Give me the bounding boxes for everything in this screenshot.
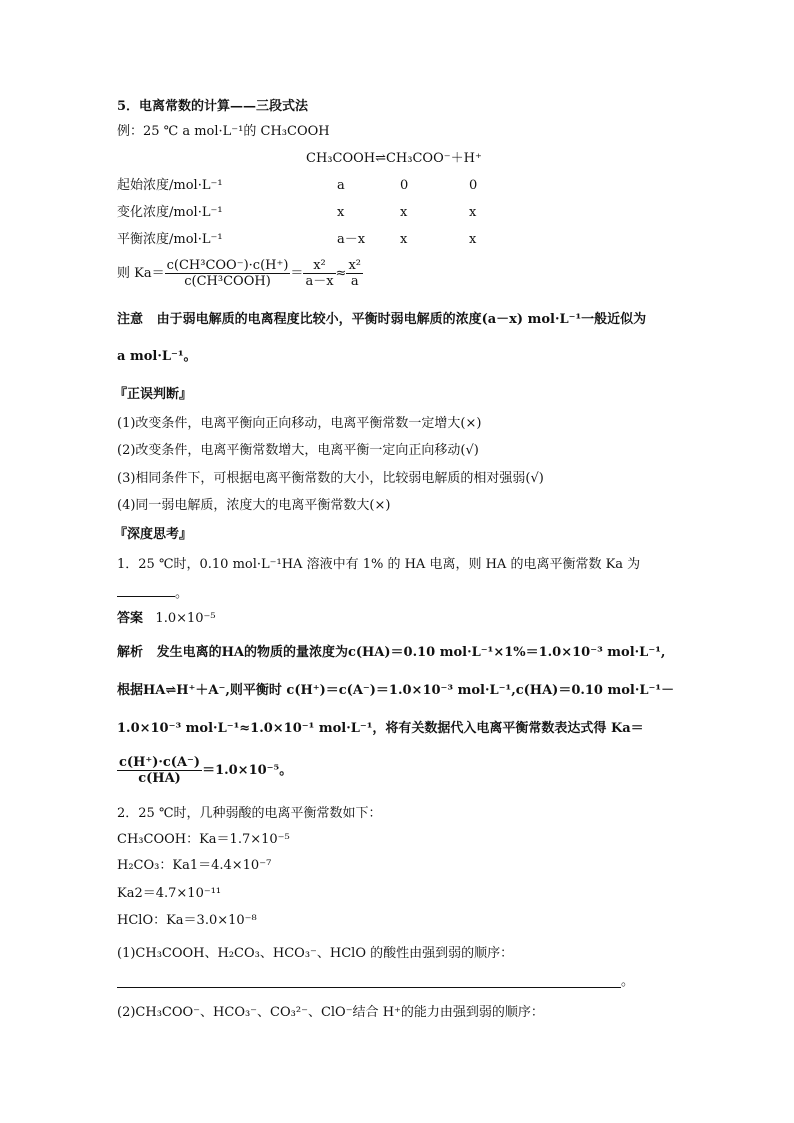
answer-blank <box>117 584 175 597</box>
example-line: 例：25 ℃ a mol·L⁻¹的 CH₃COOH <box>117 124 330 139</box>
numerator: c(CH³COO⁻)·c(H⁺) <box>166 258 289 273</box>
ka-fraction-3 <box>346 258 363 289</box>
analysis-line-4 <box>117 755 292 786</box>
question-1-blank <box>117 584 188 602</box>
ka-prefix: 则 Ka＝ <box>117 266 165 281</box>
cell: x <box>337 205 345 220</box>
row-label: 变化浓度/mol·L⁻¹ <box>117 205 223 220</box>
constant-item: H₂CO₃：Ka1＝4.4×10⁻⁷ <box>117 858 272 873</box>
denominator: a <box>350 274 359 289</box>
cell: a－x <box>337 232 366 247</box>
cell: 0 <box>400 178 409 193</box>
cell: x <box>469 232 477 247</box>
ka-fraction-2 <box>303 258 335 289</box>
note-label: 注意 <box>117 312 144 327</box>
analysis-fraction <box>117 755 202 786</box>
analysis-line-2: 根据HA⇌H⁺＋A⁻,则平衡时 c(H⁺)＝c(A⁻)＝1.0×10⁻³ mol·L⁻¹,c(HA)＝0.10 mol·L⁻¹－ <box>117 683 675 698</box>
denominator: c(CH³COOH) <box>184 274 271 289</box>
note-paragraph <box>117 312 646 328</box>
numerator: c(H⁺)·c(A⁻) <box>119 755 201 770</box>
note-text: 由于弱电解质的电离程度比较小，平衡时弱电解质的浓度(a－x) mol·L⁻¹一般近似为 <box>156 312 647 327</box>
judge-item: (1)改变条件，电离平衡向正向移动，电离平衡常数一定增大(×) <box>117 416 482 431</box>
subquestion-1: (1)CH₃COOH、H₂CO₃、HCO₃⁻、HClO 的酸性由强到弱的顺序： <box>117 946 514 961</box>
analysis-line-1 <box>117 645 665 661</box>
ka-formula <box>117 258 363 289</box>
judge-item: (4)同一弱电解质，浓度大的电离平衡常数大(×) <box>117 498 391 513</box>
period: 。 <box>621 974 635 989</box>
cell: x <box>400 205 408 220</box>
ionization-equation: CH₃COOH⇌CH₃COO⁻＋H⁺ <box>306 151 482 166</box>
equals: ＝ <box>290 266 304 281</box>
cell: x <box>400 232 408 247</box>
cell: a <box>337 178 345 193</box>
analysis-label: 解析 <box>117 645 144 660</box>
answer-line-1 <box>117 987 621 988</box>
analysis-result: ＝1.0×10⁻⁵。 <box>202 763 293 778</box>
analysis-text: 发生电离的HA的物质的量浓度为c(HA)＝0.10 mol·L⁻¹×1%＝1.0×10⁻³ mol·L⁻¹, <box>156 645 666 660</box>
numerator: x² <box>303 258 335 274</box>
row-label: 起始浓度/mol·L⁻¹ <box>117 178 223 193</box>
row-label: 平衡浓度/mol·L⁻¹ <box>117 232 223 247</box>
approx-sign: ≈ <box>335 266 347 281</box>
judge-item: (2)改变条件，电离平衡常数增大，电离平衡一定向正向移动(√) <box>117 443 479 458</box>
denominator: c(HA) <box>138 771 181 786</box>
cell: x <box>469 205 477 220</box>
think-heading: 『深度思考』 <box>114 527 193 542</box>
period: 。 <box>175 586 189 601</box>
constant-item: Ka2＝4.7×10⁻¹¹ <box>117 886 222 901</box>
answer-value: 1.0×10⁻⁵ <box>155 611 216 626</box>
note-text-cont: a mol·L⁻¹。 <box>117 349 197 364</box>
denominator: a－x <box>305 274 334 289</box>
section-title: 5．电离常数的计算——三段式法 <box>117 99 309 114</box>
constant-item: CH₃COOH：Ka＝1.7×10⁻⁵ <box>117 832 290 847</box>
subquestion-2: (2)CH₃COO⁻、HCO₃⁻、CO₃²⁻、ClO⁻结合 H⁺的能力由强到弱的顺序： <box>117 1005 544 1020</box>
question-1: 1．25 ℃时，0.10 mol·L⁻¹HA 溶液中有 1% 的 HA 电离，则 HA 的电离平衡常数 Ka 为 <box>117 557 641 572</box>
ka-fraction-1 <box>165 258 291 289</box>
judge-heading: 『正误判断』 <box>114 387 193 402</box>
answer-label: 答案 <box>117 611 144 626</box>
numerator: x² <box>348 258 361 273</box>
answer-line <box>117 611 216 627</box>
judge-item: (3)相同条件下，可根据电离平衡常数的大小，比较弱电解质的相对强弱(√) <box>117 471 544 486</box>
analysis-line-3: 1.0×10⁻³ mol·L⁻¹≈1.0×10⁻¹ mol·L⁻¹，将有关数据代入电离平衡常数表达式得 Ka＝ <box>117 721 644 736</box>
constant-item: HClO：Ka＝3.0×10⁻⁸ <box>117 913 257 928</box>
cell: 0 <box>469 178 478 193</box>
question-2: 2．25 ℃时，几种弱酸的电离平衡常数如下： <box>117 806 382 821</box>
